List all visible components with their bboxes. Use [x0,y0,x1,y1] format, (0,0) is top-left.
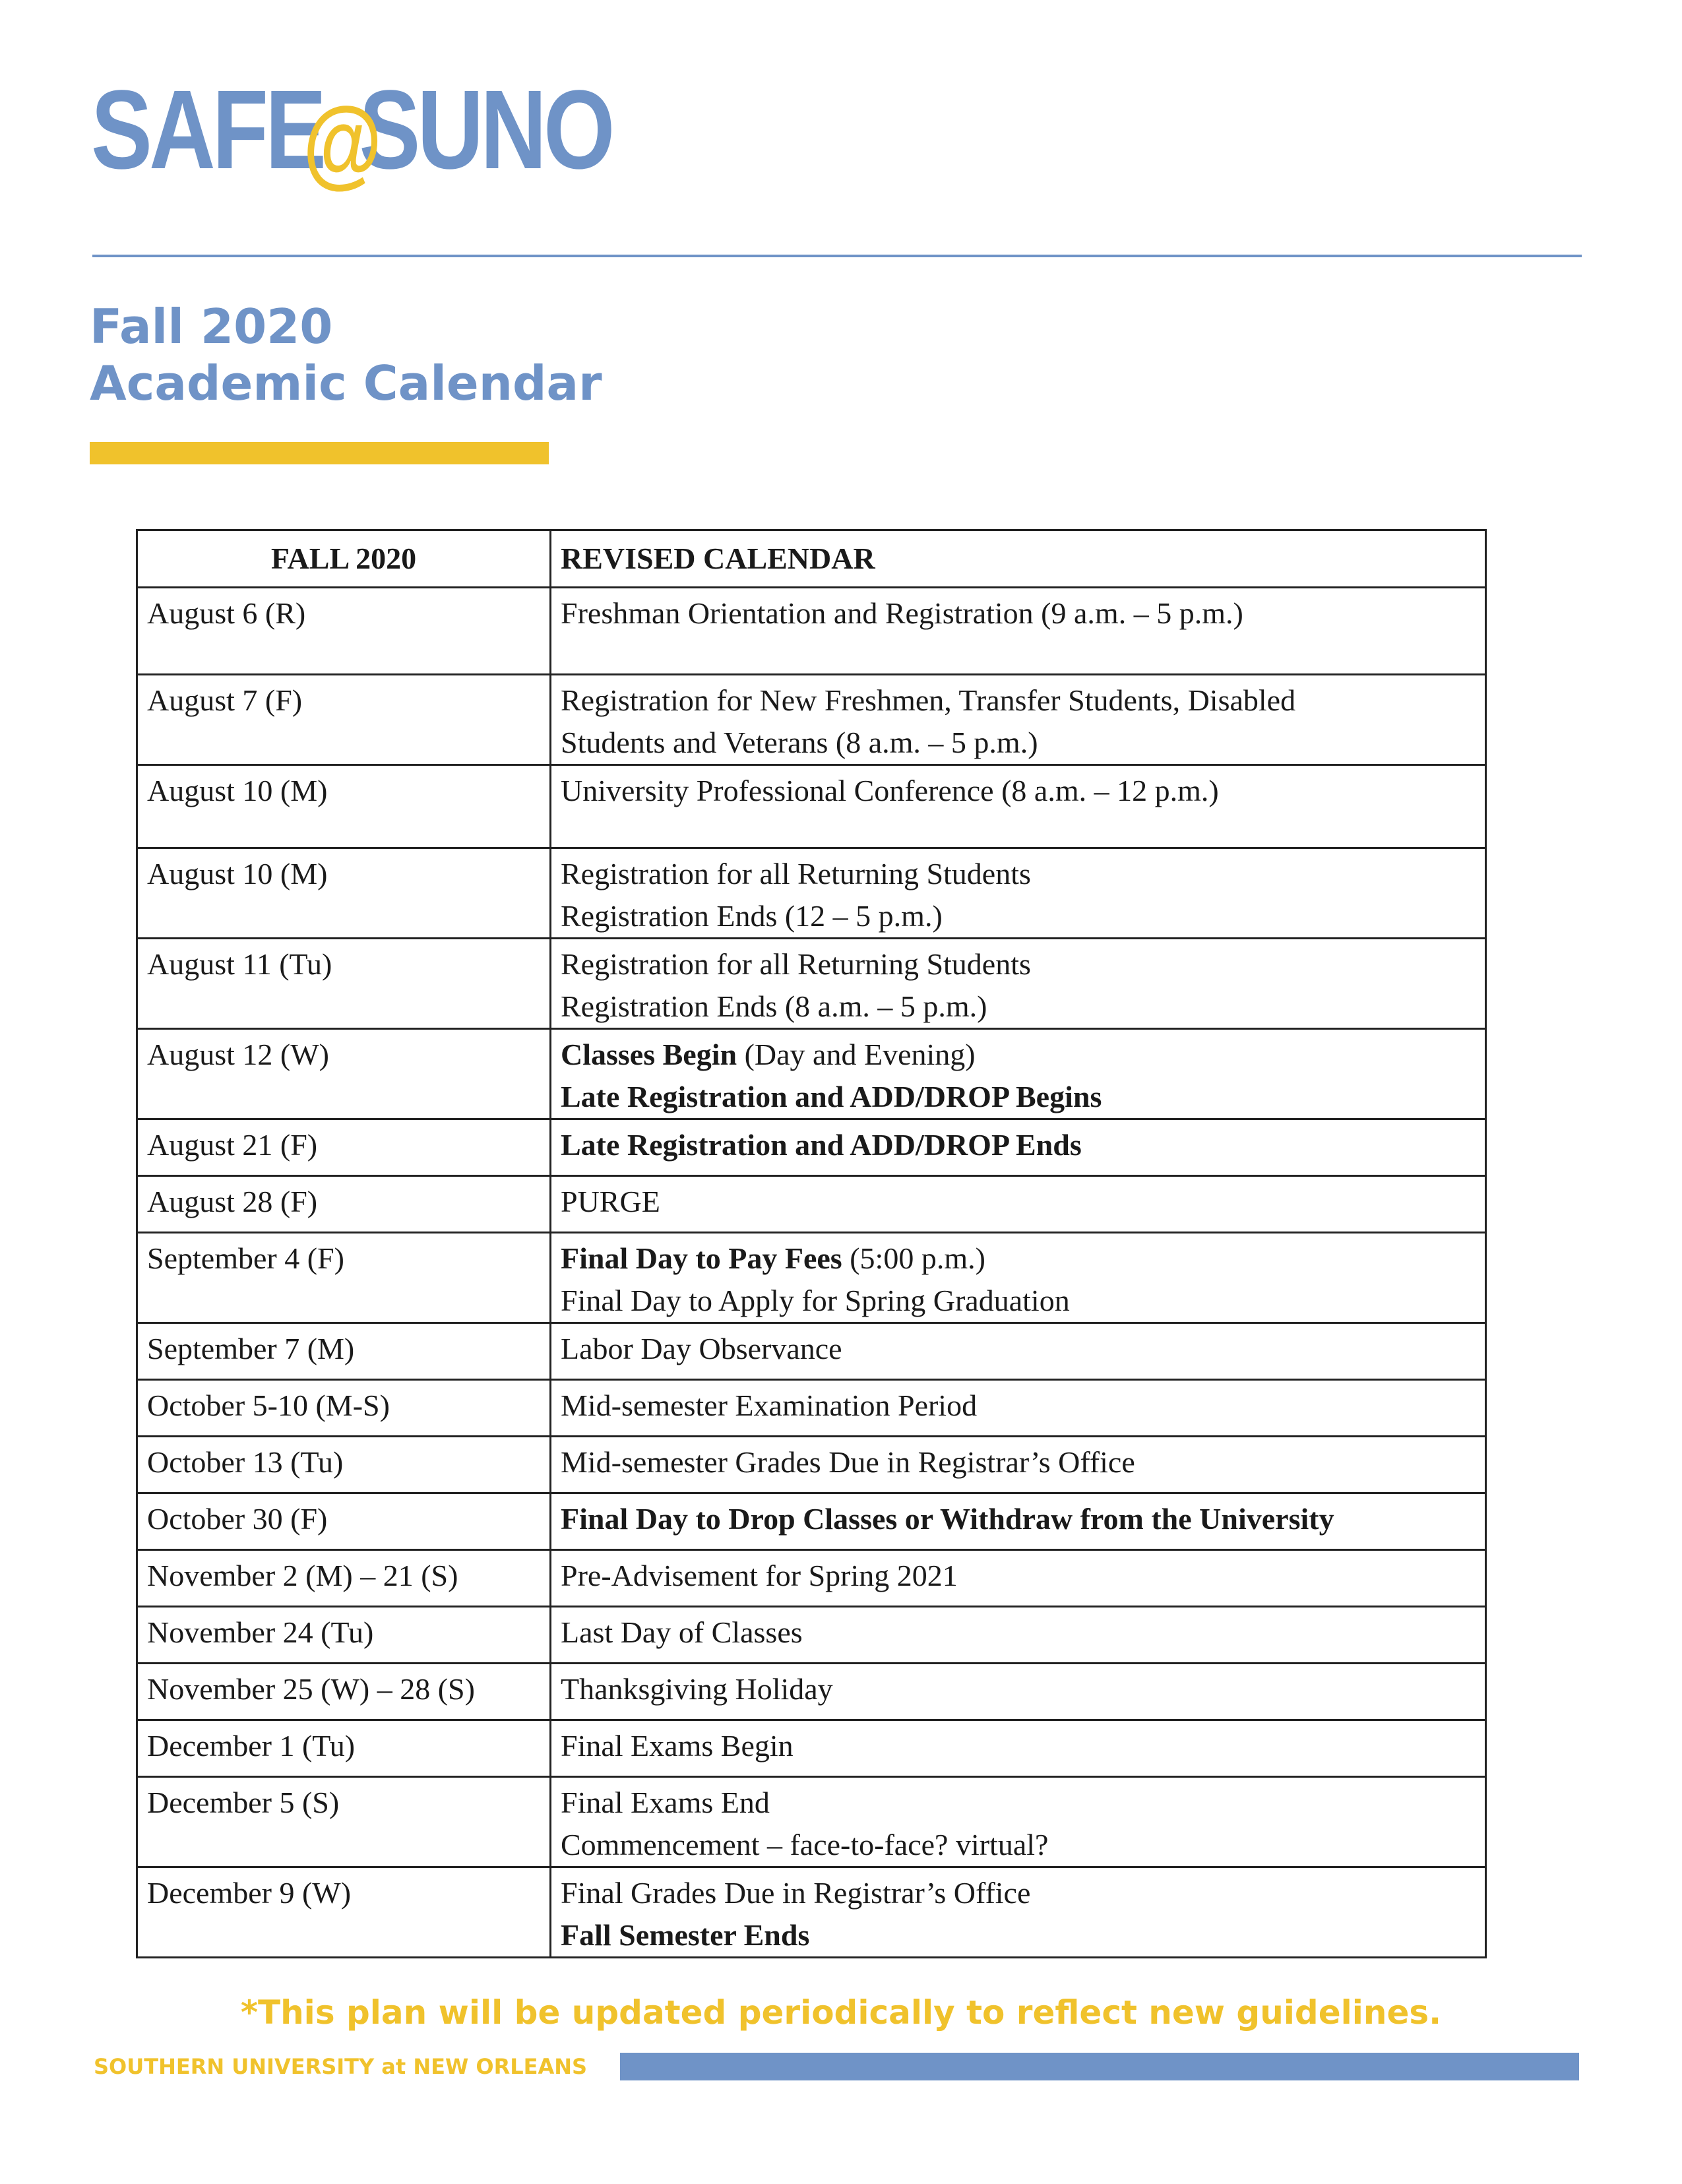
description-line [561,1124,1476,1166]
title-line-1: Fall 2020 [90,299,333,354]
bold-text: Late Registration and ADD/DROP Ends [561,1128,1082,1162]
table-row [137,1176,1486,1233]
table-row [137,1380,1486,1437]
logo-at-symbol: @ [301,88,381,199]
bold-text: Fall Semester Ends [561,1918,810,1952]
table-row [137,1323,1486,1380]
event-description [551,765,1486,848]
text-segment: Final Exams End [561,1786,770,1819]
table-row [137,588,1486,675]
event-date: August 11 (Tu) [137,939,551,1029]
table-row [137,1119,1486,1176]
event-date: August 21 (F) [137,1119,551,1176]
table-row [137,1867,1486,1958]
title-line-2: Academic Calendar [90,356,602,411]
event-description [551,1867,1486,1958]
description-line [561,895,1476,937]
event-description [551,1323,1486,1380]
description-line [561,1824,1476,1866]
event-date: August 7 (F) [137,675,551,765]
event-date: October 5-10 (M-S) [137,1380,551,1437]
table-row [137,1720,1486,1777]
event-date: September 7 (M) [137,1323,551,1380]
event-date: September 4 (F) [137,1233,551,1323]
logo-text-suno: SUNO [359,67,612,193]
header-divider [92,255,1582,257]
table-row [137,939,1486,1029]
table-row [137,1437,1486,1493]
event-date: December 9 (W) [137,1867,551,1958]
description-line [561,1725,1476,1767]
description-line [561,1034,1476,1076]
event-description [551,1777,1486,1867]
event-date: December 1 (Tu) [137,1720,551,1777]
text-segment: Mid-semester Grades Due in Registrar’s Office [561,1445,1135,1479]
update-notice: *This plan will be updated periodically to reflect new guidelines. [240,1993,1442,2032]
event-description [551,1664,1486,1720]
academic-calendar-table [136,529,1487,1958]
description-line [561,1441,1476,1483]
event-description [551,1119,1486,1176]
event-date: November 2 (M) – 21 (S) [137,1550,551,1607]
bold-text: Final Day to Drop Classes or Withdraw from the University [561,1502,1334,1536]
event-date: November 24 (Tu) [137,1607,551,1664]
table-row [137,1777,1486,1867]
event-description [551,588,1486,675]
table-row [137,848,1486,939]
description-line [561,853,1476,895]
event-description [551,1550,1486,1607]
description-line [561,722,1476,764]
text-segment: Registration Ends (8 a.m. – 5 p.m.) [561,989,987,1023]
text-segment: University Professional Conference (8 a.m. – 12 p.m.) [561,774,1219,807]
table-row [137,1493,1486,1550]
description-line [561,1237,1476,1280]
table-row [137,675,1486,765]
event-date: August 6 (R) [137,588,551,675]
text-segment: (Day and Evening) [737,1038,976,1071]
column-header-term: FALL 2020 [137,530,551,588]
table-row [137,765,1486,848]
text-segment: Final Grades Due in Registrar’s Office [561,1876,1031,1910]
event-date: October 30 (F) [137,1493,551,1550]
text-segment: Pre-Advisement for Spring 2021 [561,1559,958,1592]
text-segment: PURGE [561,1185,660,1218]
text-segment: Final Exams Begin [561,1729,794,1763]
event-description [551,1437,1486,1493]
title-accent-bar [90,442,549,464]
calendar-rows [137,588,1486,1958]
event-description [551,1720,1486,1777]
table-row [137,1607,1486,1664]
event-description [551,1607,1486,1664]
description-line [561,1181,1476,1223]
event-date: August 10 (M) [137,848,551,939]
table-row [137,1233,1486,1323]
text-segment: Registration Ends (12 – 5 p.m.) [561,899,943,933]
description-line [561,943,1476,985]
bold-text: Late Registration and ADD/DROP Begins [561,1080,1102,1113]
page-title [90,298,602,412]
table-header-row [137,530,1486,588]
table-row [137,1029,1486,1119]
event-description [551,1176,1486,1233]
event-description [551,848,1486,939]
bold-text: Final Day to Pay Fees [561,1241,842,1275]
description-line [561,985,1476,1028]
footer-university-name: SOUTHERN UNIVERSITY at NEW ORLEANS [94,2054,588,2079]
bold-text: Classes Begin [561,1038,737,1071]
text-segment: Registration for all Returning Students [561,857,1031,890]
text-segment: Labor Day Observance [561,1332,842,1365]
text-segment: Registration for New Freshmen, Transfer Students, Disabled [561,683,1296,717]
description-line [561,1328,1476,1370]
table-row [137,1664,1486,1720]
description-line [561,679,1476,722]
text-segment: Students and Veterans (8 a.m. – 5 p.m.) [561,726,1038,759]
text-segment: Commencement – face-to-face? virtual? [561,1828,1049,1861]
text-segment: Thanksgiving Holiday [561,1672,833,1706]
event-date: August 28 (F) [137,1176,551,1233]
column-header-calendar: REVISED CALENDAR [551,530,1486,588]
text-segment: Registration for all Returning Students [561,947,1031,981]
description-line [561,1914,1476,1956]
logo-text-safe: SAFE [91,67,324,193]
description-line [561,1872,1476,1914]
footer-accent-bar [620,2053,1579,2080]
event-description [551,1380,1486,1437]
text-segment: Mid-semester Examination Period [561,1388,978,1422]
description-line [561,1782,1476,1824]
description-line [561,1385,1476,1427]
table-row [137,1550,1486,1607]
text-segment: Freshman Orientation and Registration (9 a.m. – 5 p.m.) [561,596,1243,630]
description-line [561,592,1476,635]
description-line [561,1555,1476,1597]
event-description [551,939,1486,1029]
text-segment: Final Day to Apply for Spring Graduation [561,1284,1070,1317]
event-description [551,675,1486,765]
text-segment: (5:00 p.m.) [842,1241,985,1275]
event-description [551,1029,1486,1119]
event-description [551,1493,1486,1550]
event-date: August 10 (M) [137,765,551,848]
description-line [561,1611,1476,1654]
description-line [561,770,1476,812]
description-line [561,1668,1476,1710]
text-segment: Last Day of Classes [561,1615,803,1649]
event-description [551,1233,1486,1323]
event-date: December 5 (S) [137,1777,551,1867]
description-line [561,1280,1476,1322]
event-date: October 13 (Tu) [137,1437,551,1493]
event-date: November 25 (W) – 28 (S) [137,1664,551,1720]
description-line [561,1498,1476,1540]
safe-at-suno-logo [91,67,612,199]
description-line [561,1076,1476,1118]
event-date: August 12 (W) [137,1029,551,1119]
